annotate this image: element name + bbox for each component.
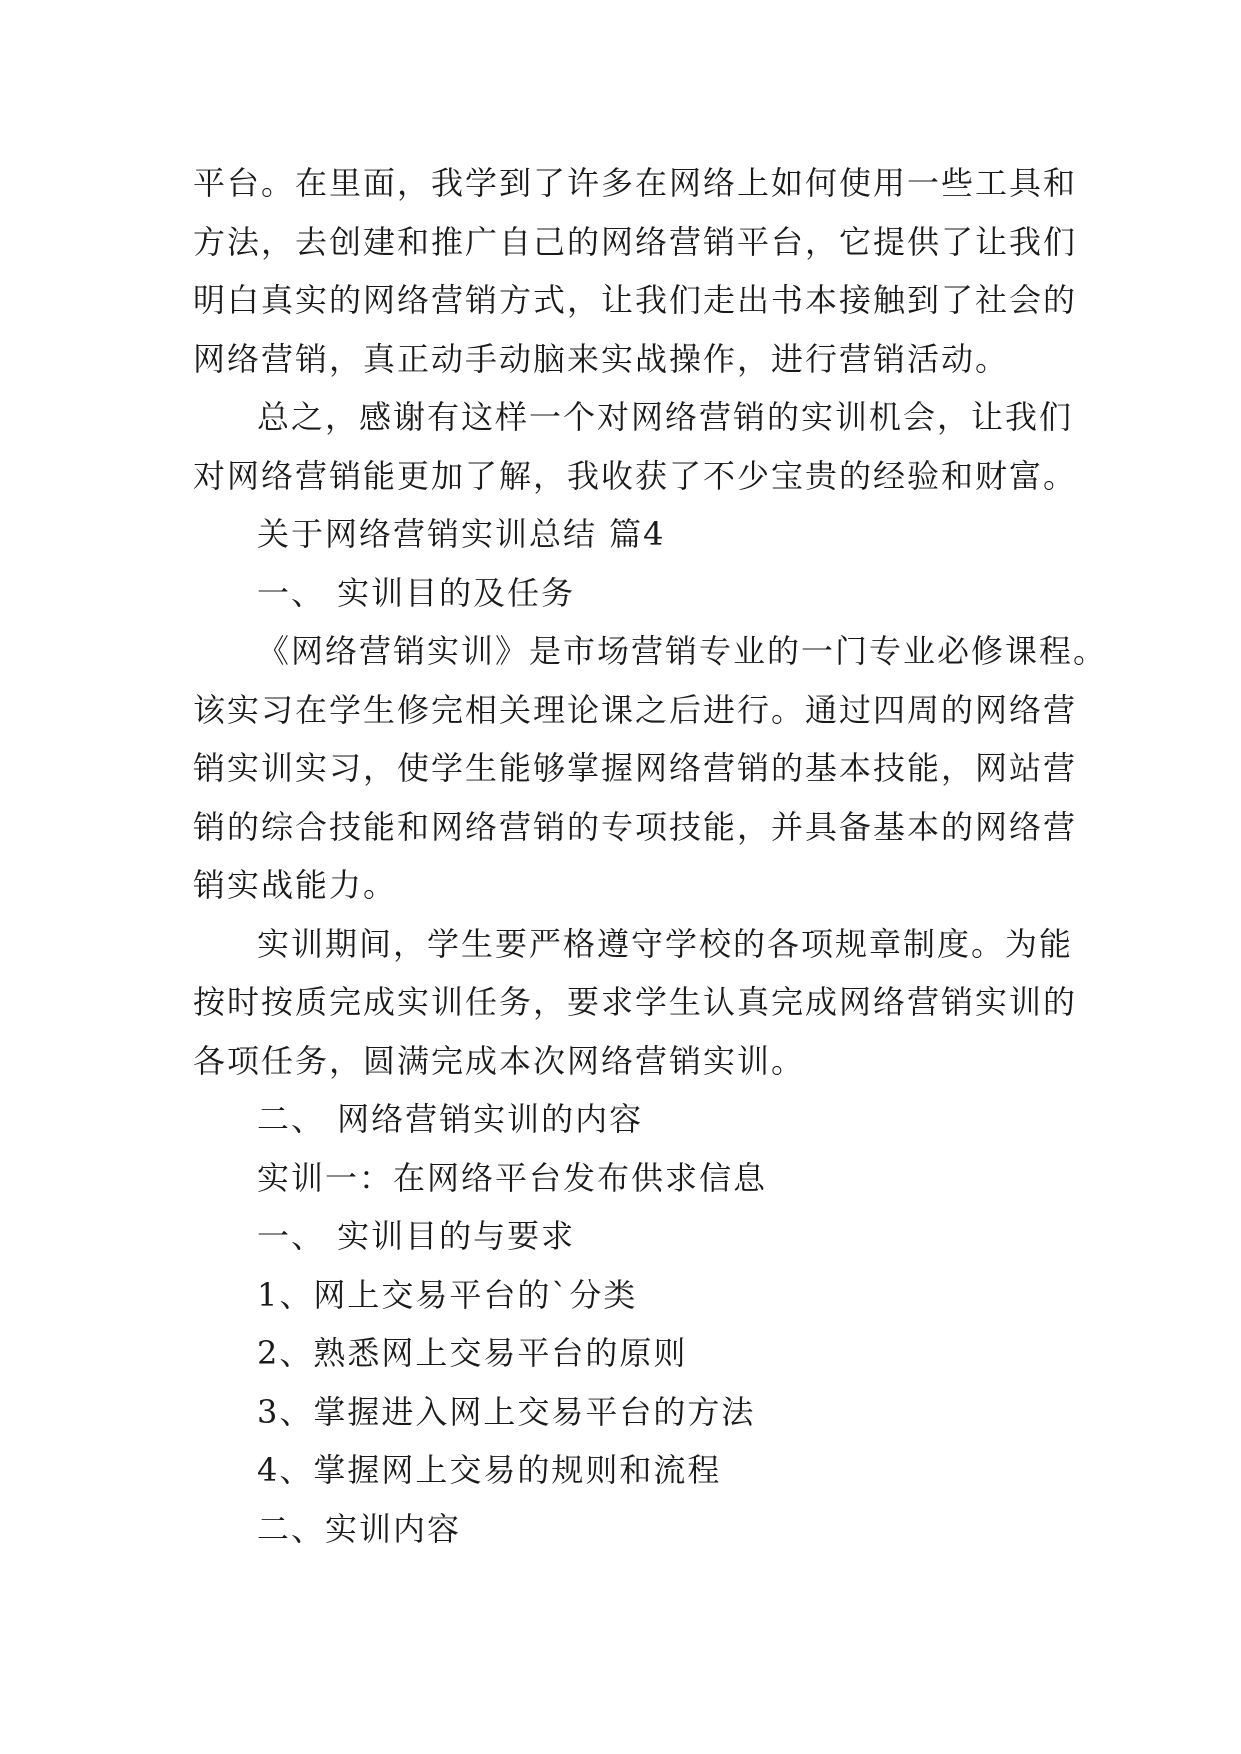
text-line-9: 《网络营销实训》是市场营销专业的一门专业必修课程。 (257, 632, 1108, 670)
section-heading-4: 关于网络营销实训总结 篇4 (257, 515, 666, 553)
text-line-1: 平台。在里面，我学到了许多在网络上如何使用一些工具和 (193, 164, 1078, 202)
subheading-requirements: 一、 实训目的与要求 (257, 1217, 576, 1255)
text-line-15: 按时按质完成实训任务，要求学生认真完成网络营销实训的 (193, 983, 1078, 1021)
list-item-4: 4、掌握网上交易的规则和流程 (257, 1451, 722, 1489)
text-line-6: 对网络营销能更加了解，我收获了不少宝贵的经验和财富。 (193, 456, 1078, 495)
text-line-13: 销实战能力。 (193, 866, 398, 904)
subheading-training-1: 实训一：在网络平台发布供求信息 (257, 1158, 768, 1197)
text-line-4: 网络营销，真正动手动脑来实战操作，进行营销活动。 (193, 339, 1010, 378)
document-body (193, 154, 1108, 1558)
text-line-2: 方法，去创建和推广自己的网络营销平台，它提供了让我们 (193, 222, 1078, 261)
text-line-3: 明白真实的网络营销方式，让我们走出书本接触到了社会的 (193, 281, 1078, 319)
text-line-5: 总之，感谢有这样一个对网络营销的实训机会，让我们 (257, 398, 1074, 436)
text-line-11: 销实训实习，使学生能够掌握网络营销的基本技能，网站营 (193, 749, 1078, 787)
text-line-12: 销的综合技能和网络营销的专项技能，并具备基本的网络营 (193, 807, 1078, 846)
text-line-16: 各项任务，圆满完成本次网络营销实训。 (193, 1041, 806, 1080)
list-item-2: 2、熟悉网上交易平台的原则 (257, 1334, 688, 1372)
subheading-training-content: 二、实训内容 (257, 1509, 462, 1548)
list-item-1: 1、网上交易平台的`分类 (257, 1275, 638, 1314)
text-line-10: 该实习在学生修完相关理论课之后进行。通过四周的网络营 (193, 690, 1078, 729)
text-line-14: 实训期间，学生要严格遵守学校的各项规章制度。为能 (257, 924, 1074, 963)
subheading-content: 二、 网络营销实训的内容 (257, 1100, 644, 1138)
list-item-3: 3、掌握进入网上交易平台的方法 (257, 1392, 756, 1431)
subheading-objectives: 一、 实训目的及任务 (257, 573, 576, 612)
